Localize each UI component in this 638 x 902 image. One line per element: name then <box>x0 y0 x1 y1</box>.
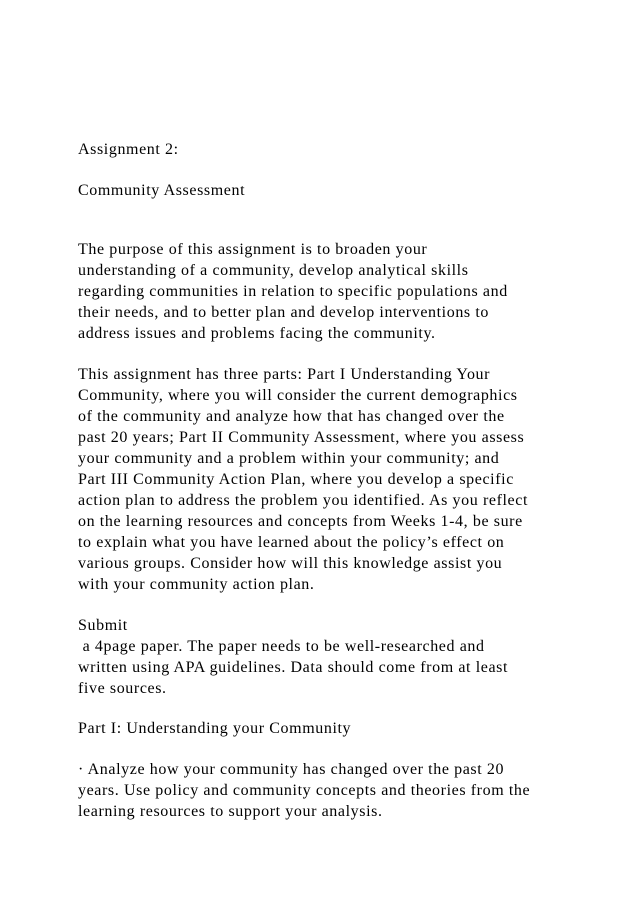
text-line: various groups. Consider how will this knowledge assist you <box>78 555 503 572</box>
text-line: · Analyze how your community has changed over the past 20 <box>78 761 505 778</box>
text-line: five sources. <box>78 680 167 697</box>
text-line: to explain what you have learned about the policy’s effect on <box>78 534 505 551</box>
text-line: The purpose of this assignment is to broaden your <box>78 241 428 258</box>
text-line: on the learning resources and concepts from Weeks 1-4, be sure <box>78 513 523 530</box>
text-line: past 20 years; Part II Community Assessment, where you assess <box>78 429 525 446</box>
text-line: years. Use policy and community concepts and theories from the <box>78 782 531 799</box>
text-line: their needs, and to better plan and develop interventions to <box>78 304 489 321</box>
text-line: a 4page paper. The paper needs to be well-researched and <box>78 638 485 655</box>
text-line: regarding communities in relation to specific populations and <box>78 283 508 300</box>
text-line: action plan to address the problem you identified. As you reflect <box>78 492 528 509</box>
assignment-title: Community Assessment <box>78 182 246 199</box>
text-line: of the community and analyze how that has changed over the <box>78 408 505 425</box>
text-line: Part I: Understanding your Community <box>78 720 352 737</box>
text-line: Part III Community Action Plan, where you develop a specific <box>78 471 514 488</box>
text-line: with your community action plan. <box>78 576 315 593</box>
text-line: your community and a problem within your community; and <box>78 450 500 467</box>
text-line: address issues and problems facing the community. <box>78 325 436 342</box>
text-line: Submit <box>78 617 128 634</box>
text-line: understanding of a community, develop analytical skills <box>78 262 469 279</box>
text-line: Community, where you will consider the current demographics <box>78 387 518 404</box>
assignment-heading: Assignment 2: <box>78 141 179 158</box>
text-line: This assignment has three parts: Part I Understanding Your <box>78 366 491 383</box>
text-line: written using APA guidelines. Data should come from at least <box>78 659 509 676</box>
text-line: learning resources to support your analysis. <box>78 803 383 820</box>
